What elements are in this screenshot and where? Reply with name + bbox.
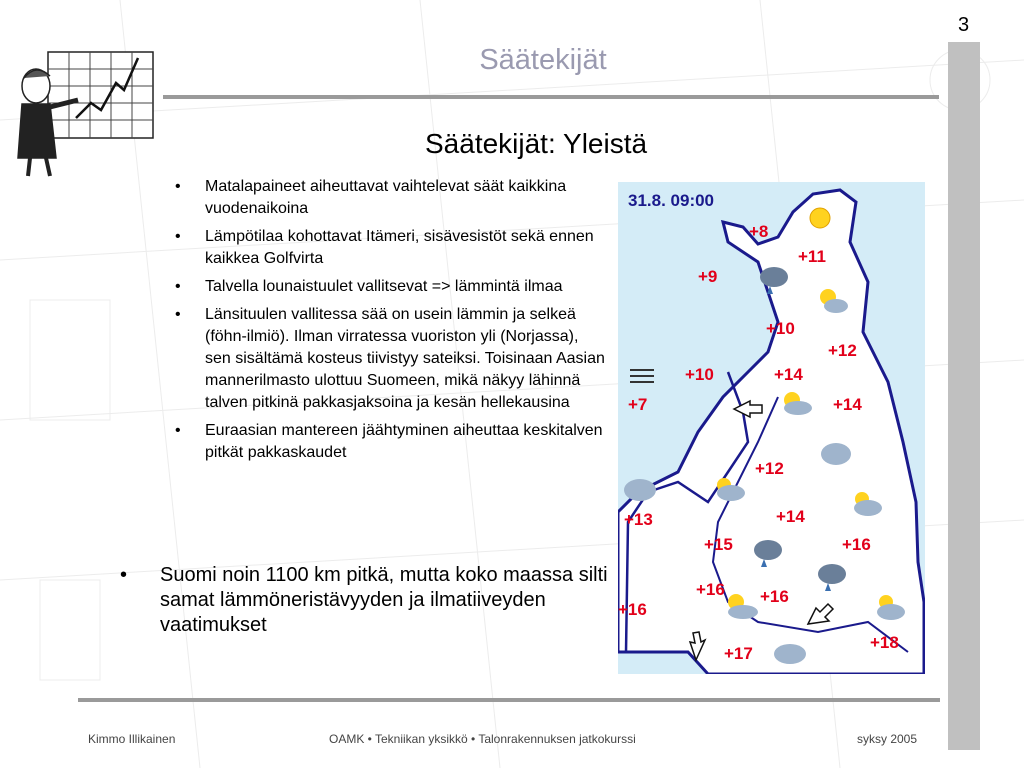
temp-label: +7 (628, 395, 648, 414)
temp-label: +15 (704, 535, 733, 554)
temp-label: +14 (833, 395, 862, 414)
slide-title: Säätekijät (479, 44, 607, 76)
footer-divider (78, 698, 940, 702)
temp-label: +12 (755, 459, 784, 478)
page-number: 3 (958, 14, 970, 36)
footer-center: OAMK • Tekniikan yksikkö • Talonrakennuksen jatkokurssi (329, 732, 636, 746)
list-item: • Länsituulen vallitessa sää on usein lämmin ja selkeä (föhn-ilmiö). Ilman virratessa vuoriston yli (Norjassa), sen sisältämä kosteus tiivistyy sateiksi. Toisinaan Aasian mannerilmasto ulottuu Suomeen, mikä näkyy lähinnä talven pitkinä pakkasjaksoina ja kesän hellekausina (175, 304, 605, 414)
cloud-icon (821, 443, 851, 465)
section-heading: Säätekijät: Yleistä (425, 128, 648, 159)
title-divider (163, 95, 939, 99)
footer-author: Kimmo Illikainen (88, 732, 176, 746)
temp-label: +11 (798, 247, 826, 266)
map-timestamp: 31.8. 09:00 (628, 191, 715, 210)
sun-icon (810, 208, 830, 228)
temp-label: +14 (776, 507, 805, 526)
temp-label: +18 (870, 633, 899, 652)
temp-label: +10 (685, 365, 714, 384)
temp-label: +9 (698, 267, 718, 286)
main-bullet-text: Suomi noin 1100 km pitkä, mutta koko maassa silti samat lämmöneristävyyden ja ilmatiiveyden vaatimukset (160, 564, 608, 636)
sub-bullet-list (175, 176, 605, 470)
temp-label: +16 (618, 600, 647, 619)
list-item: • Lämpötilaa kohottavat Itämeri, sisävesistöt sekä ennen kaikkea Golfvirta (175, 226, 605, 270)
cloud-icon (624, 479, 656, 501)
bullet-dot: • (120, 564, 128, 586)
list-item: • Matalapaineet aiheuttavat vaihtelevat säät kaikkina vuodenaikoina (175, 176, 605, 220)
temp-label: +16 (696, 580, 725, 599)
right-sidebar-bar (948, 42, 980, 750)
temp-label: +16 (760, 587, 789, 606)
temp-label: +10 (766, 319, 795, 338)
footer-date: syksy 2005 (857, 732, 918, 746)
temp-label: +13 (624, 510, 653, 529)
main-bullet (120, 563, 630, 638)
temp-label: +12 (828, 341, 857, 360)
finland-weather-map (618, 182, 925, 674)
list-item: • Euraasian mantereen jäähtyminen aiheuttaa keskitalven pitkät pakkaskaudet (175, 420, 605, 464)
cloud-icon (774, 644, 806, 664)
temp-label: +14 (774, 365, 803, 384)
temp-label: +17 (724, 644, 753, 663)
temp-label: +8 (749, 222, 769, 241)
temp-label: +16 (842, 535, 871, 554)
list-item: • Talvella lounaistuulet vallitsevat => lämmintä ilmaa (175, 276, 605, 298)
